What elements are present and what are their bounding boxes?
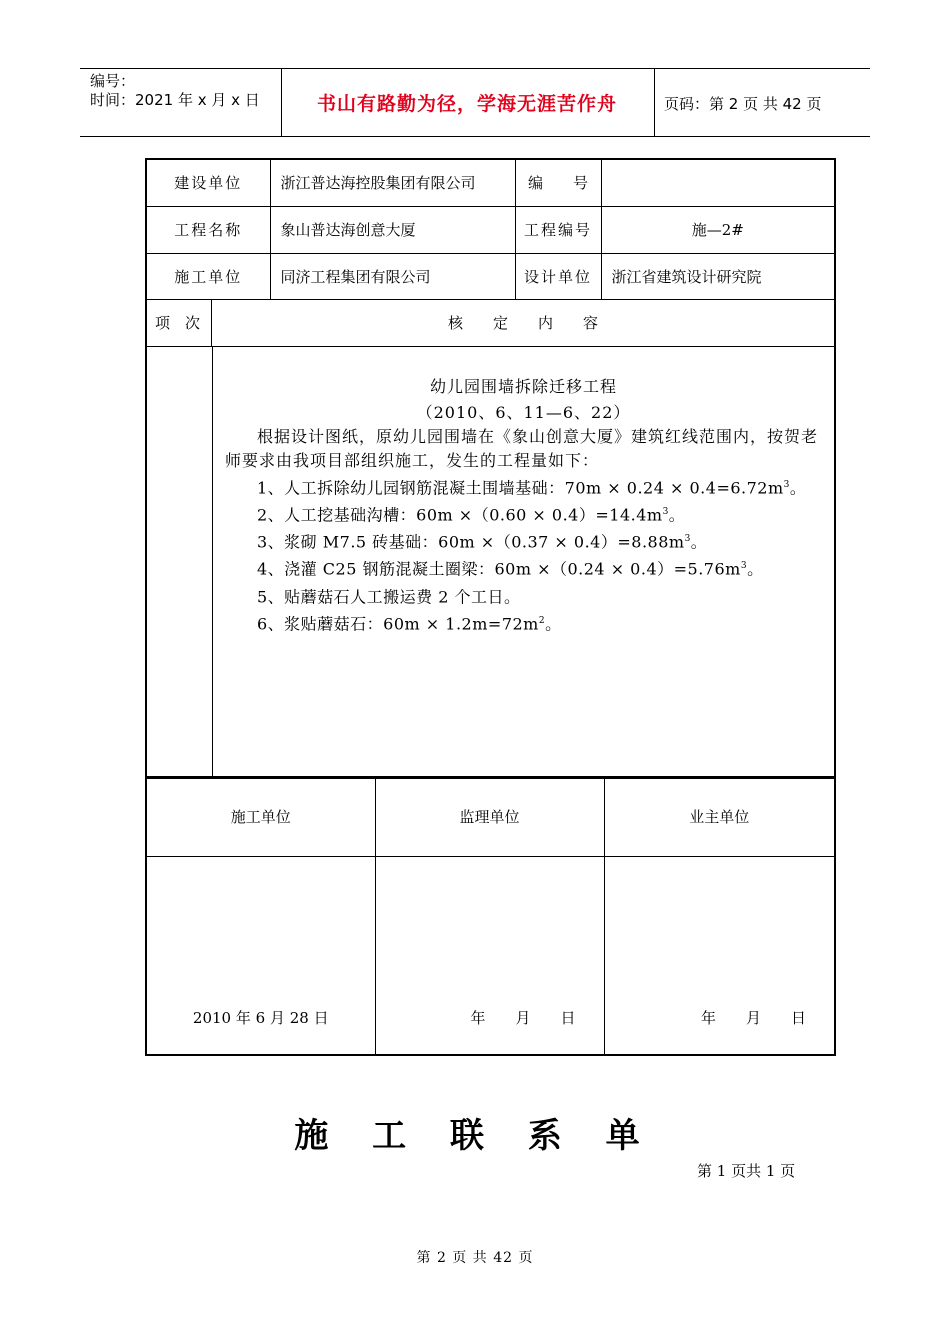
page-footer: 第 2 页 共 42 页 xyxy=(416,1250,534,1266)
label-cell: 工程编号 xyxy=(515,206,601,253)
header-meta xyxy=(90,72,260,110)
value-cell: 象山普达海创意大厦 xyxy=(270,206,515,253)
table-row xyxy=(146,857,835,1055)
content-column-label: 核 定 内 容 xyxy=(447,314,598,332)
document-title: 施 工 联 系 单 xyxy=(294,1116,656,1156)
header-number-label: 编号： xyxy=(90,72,136,90)
table-row xyxy=(146,159,835,206)
label-cell: 施工单位 xyxy=(146,253,270,299)
label-cell: 建设单位 xyxy=(146,159,270,206)
item-column-label: 项 次 xyxy=(147,300,212,346)
table-row xyxy=(146,253,835,299)
content-date-range: （2010、6、11—6、22） xyxy=(416,402,631,422)
content-items xyxy=(257,473,806,637)
signature-table xyxy=(145,776,836,1056)
list-item: 1、人工拆除幼儿园钢筋混凝土围墙基础：$70m \times 0.24 \times 0.4=6.72m^3$。 xyxy=(257,477,807,497)
signature-date-construction: 2010 年 6 月 28 日 xyxy=(146,857,375,1055)
table-row xyxy=(146,777,835,857)
list-item: 3、浆砌 M7.5 砖基础：$60m \times(0.37 \times 0.4)=8.88m^3$。 xyxy=(257,532,708,552)
table-row xyxy=(146,299,835,346)
signature-date-owner: 年 月 日 xyxy=(604,857,835,1055)
header-divider-right xyxy=(654,69,655,136)
label-cell: 工程名称 xyxy=(146,206,270,253)
header-time-label: 时间：2021 年 x 月 x 日 xyxy=(90,91,260,109)
value-cell: 同济工程集团有限公司 xyxy=(270,253,515,299)
table-row xyxy=(146,206,835,253)
info-table xyxy=(145,158,836,779)
label-cell: 编 号 xyxy=(515,159,601,206)
value-cell xyxy=(601,159,835,206)
item-column-cell xyxy=(147,347,213,777)
value-cell: 浙江省建筑设计研究院 xyxy=(601,253,835,299)
content-cell xyxy=(213,347,834,777)
list-item: 5、贴蘑菇石人工搬运费 2 个工日。 xyxy=(257,587,521,607)
document-header xyxy=(80,68,870,137)
content-paragraph: 根据设计图纸，原幼儿园围墙在《象山创意大厦》建筑红线范围内，按贺老师要求由我项目部组织施工，发生的工程量如下： xyxy=(225,426,819,470)
signature-date-supervision: 年 月 日 xyxy=(375,857,604,1055)
list-item: 4、浇灌 C25 钢筋混凝土圈梁：$60m \times(0.24 \times 0.4)=5.76m^3$。 xyxy=(257,559,764,579)
list-item: 6、浆贴蘑菇石：$60m \times 1.2m=72m^2$。 xyxy=(257,614,562,634)
header-motto: 书山有路勤为径，学海无涯苦作舟 xyxy=(316,93,617,115)
header-page-label: 页码：第 2 页 共 42 页 xyxy=(664,95,822,113)
content-title: 幼儿园围墙拆除迁移工程 xyxy=(429,376,617,396)
signature-header-construction: 施工单位 xyxy=(146,777,375,857)
signature-header-supervision: 监理单位 xyxy=(375,777,604,857)
value-cell: 浙江普达海控股集团有限公司 xyxy=(270,159,515,206)
signature-header-owner: 业主单位 xyxy=(604,777,835,857)
table-row xyxy=(146,346,835,778)
value-cell: 施—2# xyxy=(601,206,835,253)
label-cell: 设计单位 xyxy=(515,253,601,299)
page-info: 第 1 页共 1 页 xyxy=(697,1162,796,1180)
list-item: 2、人工挖基础沟槽：$60m \times(0.60 \times 0.4)=14.4m^3$。 xyxy=(257,505,686,525)
